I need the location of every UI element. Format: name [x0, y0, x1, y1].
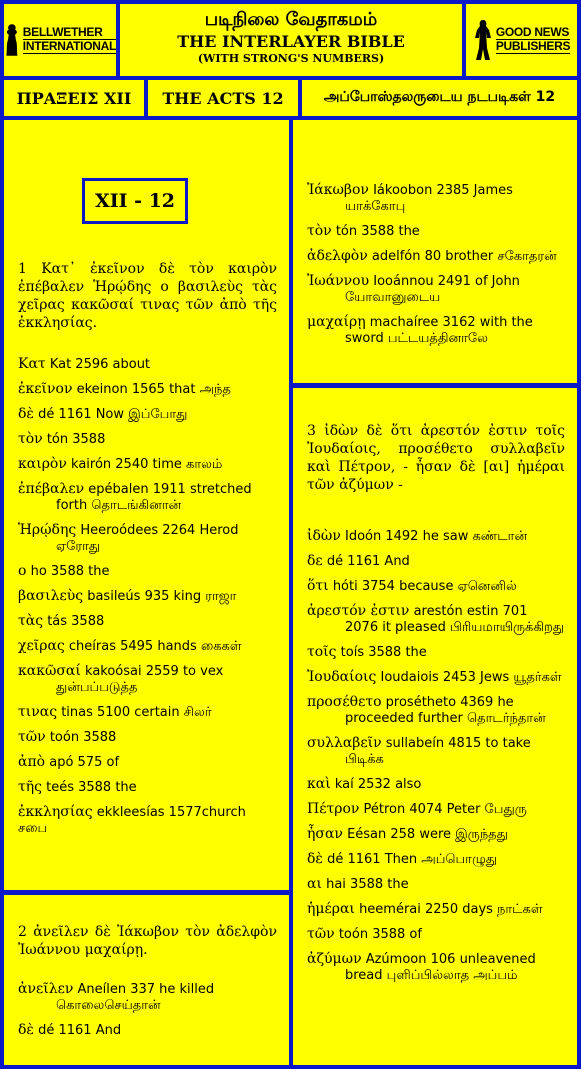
word-entry: [307, 851, 565, 868]
word-gloss: hóti 3754 because ஏனெனில்: [332, 579, 517, 594]
word-gloss: dé 1161 And: [326, 554, 410, 569]
left-logo-line1: BELLWETHER: [23, 26, 116, 40]
word-gloss: Heeroódees 2264 Herod: [80, 523, 239, 538]
word-entry: [18, 779, 277, 796]
word-gloss: arestón estin 701: [413, 604, 528, 619]
word-gloss-continued: யோவானுடைய: [345, 290, 441, 305]
word-gloss: heemérai 2250 days நாட்கள்: [359, 902, 543, 917]
greek-word: τῶν: [18, 729, 46, 745]
word-entry: [307, 553, 565, 570]
word-entry: [307, 951, 565, 984]
word-gloss: machaíree 3162 with the: [369, 315, 533, 330]
verse-1-word-list: [18, 356, 277, 837]
word-gloss: toón 3588 of: [338, 927, 422, 942]
word-entry: [18, 431, 277, 448]
word-entry: [18, 704, 277, 721]
left-logo-line2: INTERNATIONAL: [22, 39, 116, 53]
greek-word: ἀζύμων: [307, 951, 362, 967]
greek-word: ἀρεστόν ἐστιν: [307, 603, 410, 619]
left-logo: [4, 4, 116, 76]
word-gloss: apó 575 of: [49, 755, 120, 770]
page-title: THE INTERLAYER BIBLE: [177, 32, 405, 51]
greek-word: τὸν: [307, 223, 332, 239]
title-tamil: படிநிலை வேதாகமம்: [204, 9, 378, 30]
verse-2-continuation-panel: [293, 120, 577, 383]
word-entry: [18, 754, 277, 771]
right-logo: [466, 4, 577, 76]
bellwether-ram-icon: [4, 18, 20, 62]
word-gloss: Kat 2596 about: [49, 357, 151, 372]
verse-3-word-list: [307, 528, 565, 984]
greek-word: ἀνεῖλεν: [18, 981, 74, 997]
verse-1-text: 1 Κατ᾽ ἐκεῖνον δὲ τὸν καιρὸν ἐπέβαλεν Ἡρῴδης ο βασιλεὺς τὰς χεῖρας κακῶσαί τινας τῶν ἀπὸ τῆς ἐκκλησίας.: [18, 261, 277, 331]
greek-word: συλλαβεῖν: [307, 735, 382, 751]
word-entry: [18, 456, 277, 473]
word-gloss: ho 3588 the: [30, 564, 110, 579]
word-gloss: dé 1161 And: [38, 1023, 122, 1038]
verse-1-panel: [4, 120, 289, 890]
word-gloss: ekeinon 1565 that அந்த: [76, 382, 231, 397]
greek-word: ἰδὼν: [307, 528, 341, 544]
greek-word: ἐπέβαλεν: [18, 481, 85, 497]
greek-word: Ἰωάννου: [307, 273, 370, 289]
word-entry: [307, 644, 565, 661]
greek-word: Ἡρῴδης: [18, 522, 77, 538]
greek-word: ἐκεῖνον: [18, 381, 73, 397]
word-entry: [307, 578, 565, 595]
word-gloss-continued: ஏரோது: [56, 539, 101, 554]
word-gloss-continued: bread புளிப்பில்லாத அப்பம்: [345, 968, 518, 983]
word-gloss: dé 1161 Now இப்போது: [38, 407, 188, 422]
word-gloss: toís 3588 the: [340, 645, 427, 660]
verse-2-word-list: [18, 981, 277, 1039]
right-logo-line1: GOOD NEWS: [495, 25, 570, 39]
greek-word: αι: [307, 876, 322, 892]
verse-3-panel: [293, 388, 577, 1065]
word-entry: [307, 776, 565, 793]
greek-word: χεῖρας: [18, 638, 65, 654]
word-entry: [18, 406, 277, 423]
word-entry: [307, 669, 565, 686]
word-entry: [307, 801, 565, 818]
greek-word: μαχαίρῃ: [307, 314, 366, 330]
greek-word: ἐκκλησίας: [18, 804, 93, 820]
greek-word: τὰς: [18, 613, 44, 629]
word-gloss: sullabeín 4815 to take: [385, 736, 531, 751]
word-entry: [18, 522, 277, 555]
word-gloss-continued: forth தொடங்கினான்: [56, 498, 182, 513]
book-title-english: THE ACTS 12: [148, 80, 298, 116]
greek-word: καιρὸν: [18, 456, 67, 472]
greek-word: τὸν: [18, 431, 43, 447]
word-entry: [307, 735, 565, 768]
greek-word: Ἰάκωβον: [307, 182, 369, 198]
word-gloss: dé 1161 Then அப்பொழுது: [327, 852, 498, 867]
word-gloss: tón 3588: [46, 432, 106, 447]
word-gloss: adelfón 80 brother சகோதரன்: [371, 249, 557, 264]
word-gloss: Ioudaiois 2453 Jews யூதர்கள்: [380, 670, 562, 685]
greek-word: τῆς: [18, 779, 42, 795]
greek-word: ἡμέραι: [307, 901, 355, 917]
word-gloss-continued: sword பட்டயத்தினாலே: [345, 331, 488, 346]
word-entry: [307, 876, 565, 893]
greek-word: προσέθετο: [307, 694, 382, 710]
greek-word: Κατ: [18, 356, 46, 372]
greek-word: βασιλεὺς: [18, 588, 84, 604]
word-gloss: basileús 935 king ராஜா: [87, 589, 237, 604]
word-entry: [18, 613, 277, 630]
word-entry: [18, 638, 277, 655]
word-entry: [18, 588, 277, 605]
greek-word: ὅτι: [307, 578, 329, 594]
greek-word: ἀδελφὸν: [307, 248, 368, 264]
word-entry: [307, 603, 565, 636]
greek-word: Ἰουδαίοις: [307, 669, 377, 685]
word-gloss: epébalen 1911 stretched: [88, 482, 252, 497]
greek-word: τῶν: [307, 926, 335, 942]
greek-word: τινας: [18, 704, 58, 720]
word-gloss: kaí 2532 also: [334, 777, 422, 792]
word-entry: [307, 694, 565, 727]
word-gloss: Iákoobon 2385 James: [373, 183, 513, 198]
word-entry: [307, 926, 565, 943]
word-gloss: tinas 5100 certain சிலர்: [61, 705, 212, 720]
word-gloss: teés 3588 the: [46, 780, 137, 795]
word-entry: [18, 481, 277, 514]
word-entry: [18, 563, 277, 580]
word-gloss: Azúmoon 106 unleavened: [365, 952, 536, 967]
word-entry: [307, 248, 565, 265]
word-gloss: ekkleesías 1577church சபை: [18, 805, 246, 836]
verse-3-text: 3 ἰδὼν δὲ ὅτι ἀρεστόν ἐστιν τοῖς Ἰουδαίοις, προσέθετο συλλαβεῖν καὶ Πέτρον, - ἦσαν δὲ [αι] ἡμέραι τῶν ἀζύμων -: [307, 423, 565, 493]
word-gloss-continued: 2076 it pleased பிரியமாயிருக்கிறது: [345, 620, 565, 635]
greek-word: δὲ: [18, 406, 34, 422]
word-gloss: cheíras 5495 hands கைகள்: [68, 639, 242, 654]
word-gloss: kakoósai 2559 to vex: [85, 664, 224, 679]
greek-word: ο: [18, 563, 27, 579]
word-entry: [18, 981, 277, 1014]
greek-word: ἦσαν: [307, 826, 343, 842]
word-entry: [307, 901, 565, 918]
word-entry: [307, 182, 565, 215]
word-gloss: kairón 2540 time காலம்: [71, 457, 223, 472]
word-entry: [18, 663, 277, 696]
word-gloss: Aneílen 337 he killed: [77, 982, 215, 997]
word-gloss: tón 3588 the: [335, 224, 420, 239]
word-gloss: prosétheto 4369 he: [385, 695, 514, 710]
word-gloss: hai 3588 the: [326, 877, 409, 892]
word-entry: [18, 381, 277, 398]
word-gloss-continued: யாக்கோபு: [345, 199, 406, 214]
verse-2-text: 2 ἀνεῖλεν δὲ Ἰάκωβον τὸν ἀδελφὸν Ἰωάννου μαχαίρῃ.: [18, 924, 277, 958]
book-title-greek: ΠΡΑΞΕΙΣ XII: [4, 80, 144, 116]
greek-word: Πέτρον: [307, 801, 360, 817]
word-gloss: Idoón 1492 he saw கண்டான்: [345, 529, 528, 544]
word-entry: [307, 826, 565, 843]
word-entry: [307, 223, 565, 240]
word-gloss: tás 3588: [47, 614, 105, 629]
word-entry: [18, 356, 277, 373]
word-gloss-continued: பிடிக்க: [345, 752, 384, 767]
word-gloss-continued: கொலைசெய்தான்: [56, 998, 161, 1013]
right-logo-line2: PUBLISHERS: [495, 39, 571, 53]
greek-word: δὲ: [307, 851, 323, 867]
word-entry: [18, 1022, 277, 1039]
header-title-block: [120, 4, 462, 76]
page-subtitle: (WITH STRONG'S NUMBERS): [197, 52, 385, 65]
verse-2-panel: [4, 895, 289, 1065]
word-gloss: toón 3588: [49, 730, 117, 745]
greek-word: καὶ: [307, 776, 331, 792]
word-entry: [18, 804, 277, 837]
word-gloss: Pétron 4074 Peter பேதுரு: [363, 802, 527, 817]
greek-word: ἀπὸ: [18, 754, 46, 770]
word-gloss-continued: proceeded further தொடர்ந்தான்: [345, 711, 546, 726]
greek-word: κακῶσαί: [18, 663, 81, 679]
book-title-tamil: அப்போஸ்தலருடைய நடபடிகள் 12: [302, 80, 577, 116]
greek-word: τοῖς: [307, 644, 337, 660]
word-gloss: Eésan 258 were இருந்தது: [347, 827, 508, 842]
verse-2-continuation-word-list: [307, 182, 565, 347]
good-news-figure-icon: [473, 18, 493, 62]
word-gloss: Iooánnou 2491 of John: [373, 274, 520, 289]
greek-word: δε: [307, 553, 323, 569]
word-gloss-continued: துன்பப்படுத்த: [56, 680, 138, 695]
chapter-label: XII - 12: [82, 178, 188, 224]
word-entry: [18, 729, 277, 746]
word-entry: [307, 528, 565, 545]
word-entry: [307, 273, 565, 306]
greek-word: δὲ: [18, 1022, 34, 1038]
word-entry: [307, 314, 565, 347]
